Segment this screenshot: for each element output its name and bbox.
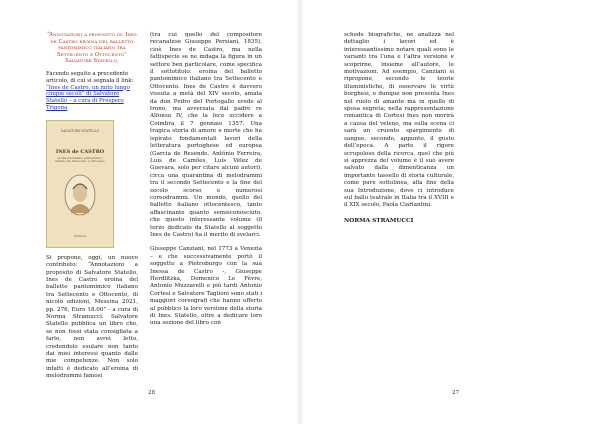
- body-paragraph: (tra cui quello del compositore recanatese Giuseppe Persiani, 1835), cioè Ines de Castro, ma nella fattispecie se ne indaga la figura in un settore ben particolare, come specifica il sottotitolo: eroina del balletto pantomimico italiano tra Settecento e Ottocento. Ines de Castro è davvero vissuta a metà del XIV secolo, amata da don Pedro del Portogallo erede al trono, ma avversata dal padre re Alfonso IV, che la fece uccidere a Coimbra il 7 gennaio 1357. Una tragica storia di amore e morte che ha ispirato fondamentali lavori della letteratura portoghese ed europea (Garcia de Resende, António Ferreira, Luís de Camões, Luís Vélez de Guevara, solo per citare alcuni autori), circa una quarantina di melodrammi tra il secondo Settecento e la fine del secolo scorso e numerosi coreodrammi. Un mondo, quello del balletto italiano ottocentesco, tanto affascinante quanto semisconosciuto, che questo interessante volume (il terzo dedicato da Statello al soggetto Ines de Castro) ha il merito di svelarci.: [150, 32, 262, 238]
- body-paragraph: schede biografiche, ne analizza nel dettaglio i lavori ed è interessantissimo notare quali sono le varianti tra l’una e l’altra versione e scoprirne, insieme all’autore, le motivazioni. Ad esempio, Canziani si ripropone, secondo le teorie illuministiche, di osservare le virtù borghesi, e dunque non presenta Ines nel ruolo di amante ma in quello di sposa segreta; nella rappresentazione romantica di Cortesi Ines non morirà a causa del veleno, ma sulla scena ci sarà un cruento spargimento di sangue, secondo, appunto, il gusto dell’epoca. A parte il rigore scrupoloso della ricerca, quel che più si apprezza del volume è il suo avere salvato dalla dimenticanza un importante tassello di storia culturale, come pure sottolinea, alla fine della sua Introduzione, dove ci introduce sul ballo teatrale in Italia tra il XVIII e il XIX secolo, Paola Ciarlantini.: [344, 32, 454, 209]
- page-number-left: 28: [148, 390, 156, 396]
- body-paragraph: Si propone, oggi, un nuovo contributo: “Annotazioni a proposito di Salvatore Statello, Ines de Castro eroina del balletto pantomimico italiano tra Settecento e Ottocento, di nicolò edizioni, Messina 2021, pp. 276, Euro 18.00” - a cura di Norma Stramucci. Salvatore Statello pubblica un libro che, se non fossi stata consigliata a farlo, non avrei letto, credendolo esulare non tanto dai miei interessi quanto dalle mie competenze. Non solo infatti è dedicato all’eroina di melodrammi famosi: [46, 254, 138, 380]
- cover-portrait-figure: [62, 173, 98, 217]
- cover-subtitle: eroina del balletto pantomimico italiano tra Settecento e Ottocento: [55, 155, 105, 164]
- right-column: [344, 32, 454, 225]
- page-number-right: 27: [452, 390, 460, 396]
- left-column-a: [46, 32, 138, 381]
- author-signature: NORMA STRAMUCCI: [344, 217, 414, 224]
- book-cover-image: [46, 120, 114, 248]
- body-paragraph: Giuseppe Canziani, nel 1773 a Venezia – e che successivamente portò il soggetto a Pietroburgo con la sua Inessa de Castro -, Giuseppe Herdlitzka, Domenico Le Fèvre, Antonio Muzzarelli e più tardi Antonio Cortesi e Salvatore Taglioni sono stati i maggiori coreografi che hanno offerto al pubblico la loro versione della storia di Ines. Statello, oltre a dedicare loro una sezione del libro con: [150, 246, 262, 327]
- right-page: [300, 0, 600, 424]
- reference-intro: Facendo seguito a precedente articolo, di cui si segnala il link:: [46, 70, 134, 84]
- cover-title: INES de CASTRO: [55, 148, 105, 155]
- article-header-note: “Annotazioni a proposito di: Ines de Castro eroina del balletto pantomimico italiano tra Settecento e Ottocento” Salvatore Statello,: [47, 32, 137, 65]
- reference-link[interactable]: “Ines de Castro, un mito lungo cinque secoli” di Salvatore Statello – a cura di Prospero Trigona: [46, 84, 130, 111]
- left-column-b: [150, 32, 262, 328]
- cover-author: SALVATORE STATELLO: [60, 128, 100, 133]
- cover-publisher: Edizioni: [74, 234, 86, 239]
